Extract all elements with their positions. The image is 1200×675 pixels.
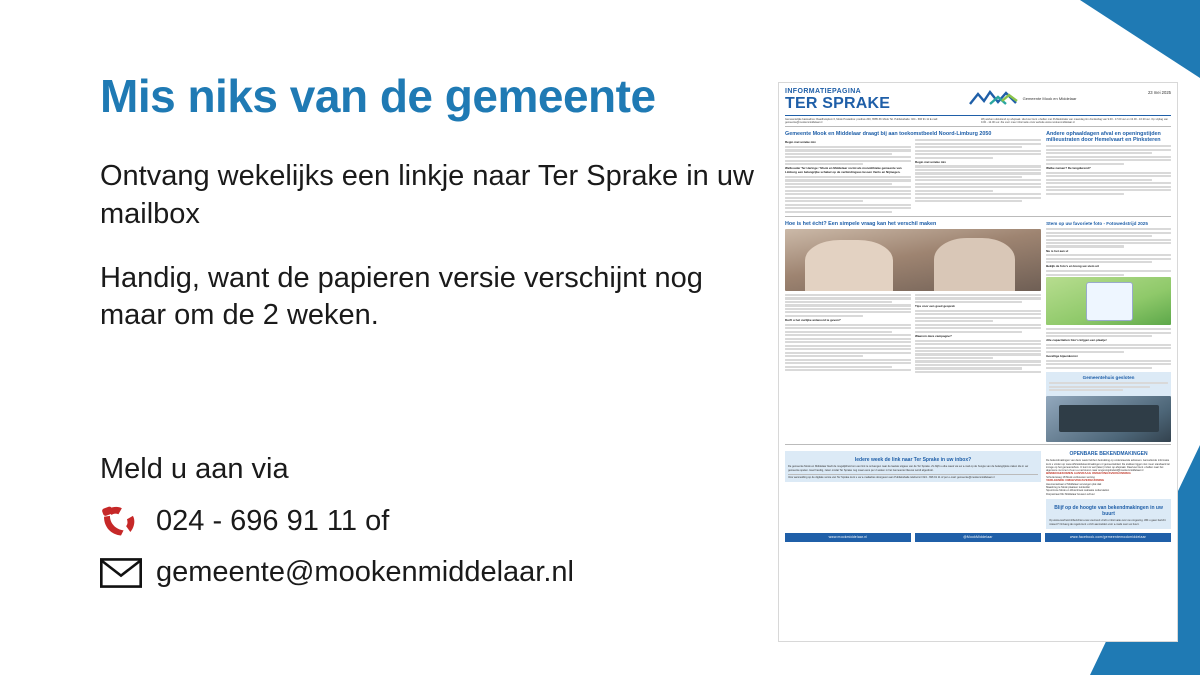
newspaper-right-column [1046,221,1171,442]
article-gesloten-image [1046,396,1171,442]
signup-label: Meld u aan via [100,453,289,486]
phone-number: 024 - 696 91 11 of [156,504,390,537]
article-main-sub1: Welbouder Ter Heringe: 'Mook en Middelaar vormt als monolithieke gemeente van Limburg een belangrijke schakel op de verbindingsas tussen Venlo en Nijmegen. [785,166,902,175]
article-photo [785,221,1041,442]
section-rule-1 [785,216,1171,217]
article-foto-title: Stem op uw favoriete foto - Fotowedstrijd 2025 [1046,220,1148,226]
newspaper-top-section [785,131,1171,214]
article-foto-sub4: Gezellige bijeenkomst [1046,353,1078,358]
article-foto [1046,221,1171,369]
envelope-icon [100,557,142,589]
bekendmakingen-intro: De bekendmakingen van deze week hebben betrekking op onderstaande adressen. Aanvullende informatie kunt u vinden op www.officielebekendmakingen.nl gemeenteblad. De stukken liggen niet meer standaard ter inzage op het gemeentehuis. U kunt ze wel (laten) inzien op afspraak. Daarvoor kunt u bellen naar het algemene nummer of een e-mail sturen naar omgevingsbeleid@mookenmiddelaar.nl [1046,459,1171,472]
footer-link-website[interactable]: www.mookmiddelaar.nl [785,533,911,542]
bekendmakingen-group-1-label: VERLEENDE OMGEVINGSVERGUNNING [1046,478,1105,483]
article-afval-sub: Welke namen? De langdurend? [1046,165,1091,170]
article-foto-image [1046,277,1171,325]
article-photo-sub1: Durft u het vurlijke antwoord te geven? [785,317,841,322]
newspaper-kicker: INFORMATIEPAGINA [785,88,862,95]
newsletter-promo-body: De gemeente Mook en Middelaar biedt de mogelijkheid om een link te ontvangen naar de laatste uitgave van de Ter Sprake. Zo blijft u elke week via uw e-mail op de hoogte van de belangrijkste zaken die in uw gemeente spelen. Heel handig, zeker omdat Ter Sprake nog maar eens per 2 weken in het Gemeente Nieuws wordt afgedrukt. [788,465,1029,472]
newsletter-promo [785,448,1041,529]
article-main-title: Gemeente Mook en Middelaar draagt bij aan toekomstbeeld Noord-Limburg 2050 [785,130,992,137]
buurt-promo [1046,499,1171,529]
buurt-promo-title: Blijf op de hoogte van bekendmakingen in uw buurt [1054,504,1163,518]
article-photo-image [785,229,1041,291]
bekendmakingen-group-1-item-2: Spoorzone Mook en Wetenhoek realisatie onderstation [1046,489,1110,493]
masthead-rule [785,115,1171,116]
article-gesloten-title: Gemeentehuis gesloten [1082,374,1135,380]
newsletter-promo-footer: Voor aanmelding op de digitale versie van Ter Sprake kunt u uw e-mailadres doorgeven aan Publieksbalie telefoonnr 024 - 696 91 11 of per e-mail: gemeente@mookenmiddelaar.nl [788,476,995,480]
email-contact-row [100,556,760,589]
municipality-name: Gemeente Mook en Middelaar [1022,95,1077,101]
article-photo-sub2: Tips voor een goed gesprek [915,304,955,309]
section-rule-2 [785,444,1171,445]
newspaper-footer-links [785,533,1171,542]
phone-icon [100,504,142,538]
paragraph-paper-frequency: Handig, want de papieren versie verschijnt nog maar om de 2 weken. [100,261,703,332]
article-main-sub2: Regio met unieke mix [915,159,946,164]
paragraph-subscribe: Ontvang wekelijks een linkje naar Ter Sprake in uw mailbox [100,160,754,230]
article-bekendmakingen [1046,448,1171,529]
municipality-logo [968,88,1077,108]
article-foto-sub2: Bekijk de foto's en breng uw stem uit [1046,264,1099,269]
email-address: gemeente@mookenmiddelaar.nl [156,556,574,589]
buurt-promo-body: Op www.overheid.nl/berichten-over-uw-buurt vindt u informatie over uw omgeving. Wilt u geen bericht missen? Ontvang de regels kunt u zich aanmelden voor e-mails over uw buurt. [1049,519,1166,526]
contact-strip-rule [785,126,1171,127]
bekendmakingen-group-0-label: BINNENGEKOMEN AANVRAAG OMGEVINGSVERGUNNING [1046,471,1131,476]
bekendmakingen-group-1-item-3: Dorpsstraat 63c Middelaar bouwen schuur [1046,492,1095,496]
footer-link-facebook[interactable]: www.facebook.com/gemeentemookmiddelaar [1045,533,1171,542]
slide-text-column [100,72,760,607]
newspaper-masthead [785,88,1171,112]
newspaper-middle-section [785,221,1171,442]
page-title: Mis niks van de gemeente [100,70,656,122]
contact-strip-right: Wij werken uitsluitend op afspraak. Hiervoor kunt u bellen met Publieksbalie van maandag t/m donderdag van 9.00 - 17.00 uur en 13.00 - 16.30 uur. Op vrijdag van 9.00 - 12.00 uur. Zie voor meer informatie onze website www.mookenmiddelaar.nl [981,118,1169,125]
bekendmakingen-group-1-item-1: Maasbrug te Mook plaatsen tuinkelder [1046,486,1091,490]
article-foto-sub3: Alle capaciteiten foto's krijgen een plaatje! [1046,338,1107,343]
newspaper-scan [778,82,1178,642]
article-photo-title: Hoe is het écht? Een simpele vraag kan het verschil maken [785,220,937,227]
article-gesloten [1046,372,1171,396]
article-main-lede: Regio met unieke mix [785,140,816,145]
contact-strip-left: Gemeentelijke basisadres: Raadhuisplein 6, Mook Postadres: postbus 200, 6585 ZK Mook Tel. Publieksbalie: 024 - 696 91 11 E-mail: gemeente@mookenmiddelaar.nl [785,118,938,125]
article-main [785,131,1041,214]
issue-date: 23 mei 2025 [1147,90,1171,95]
article-afval [1046,131,1171,214]
contact-strip [785,118,1171,124]
bekendmakingen-title: OPENBARE BEKENDMAKINGEN [1069,451,1148,458]
article-foto-sub1: Nu is het aan u! [1046,248,1069,253]
decoration-top-corner [1080,0,1200,78]
phone-contact-row [100,504,760,538]
newsletter-promo-title: Iedere week de link naar Ter Sprake in uw inbox? [854,457,972,464]
newspaper-title: TER SPRAKE [785,95,891,112]
footer-link-twitter[interactable]: @MookMiddelaar [915,533,1041,542]
newspaper-bottom-section [785,448,1171,529]
bekendmakingen-group-1-item-0: Heumensebaan 2 Middelaar vervangen plat dak [1046,482,1102,486]
article-photo-sub3: Waarom deze campagne? [915,333,952,338]
bekendmakingen-group-0-item-0: Schuttersweg 18 Mook verbouwen woning [1046,475,1095,479]
article-afval-title: Andere ophaaldagen afval en openingstijden milieustraten door Hemelvaart en Pinksteren [1046,130,1161,144]
